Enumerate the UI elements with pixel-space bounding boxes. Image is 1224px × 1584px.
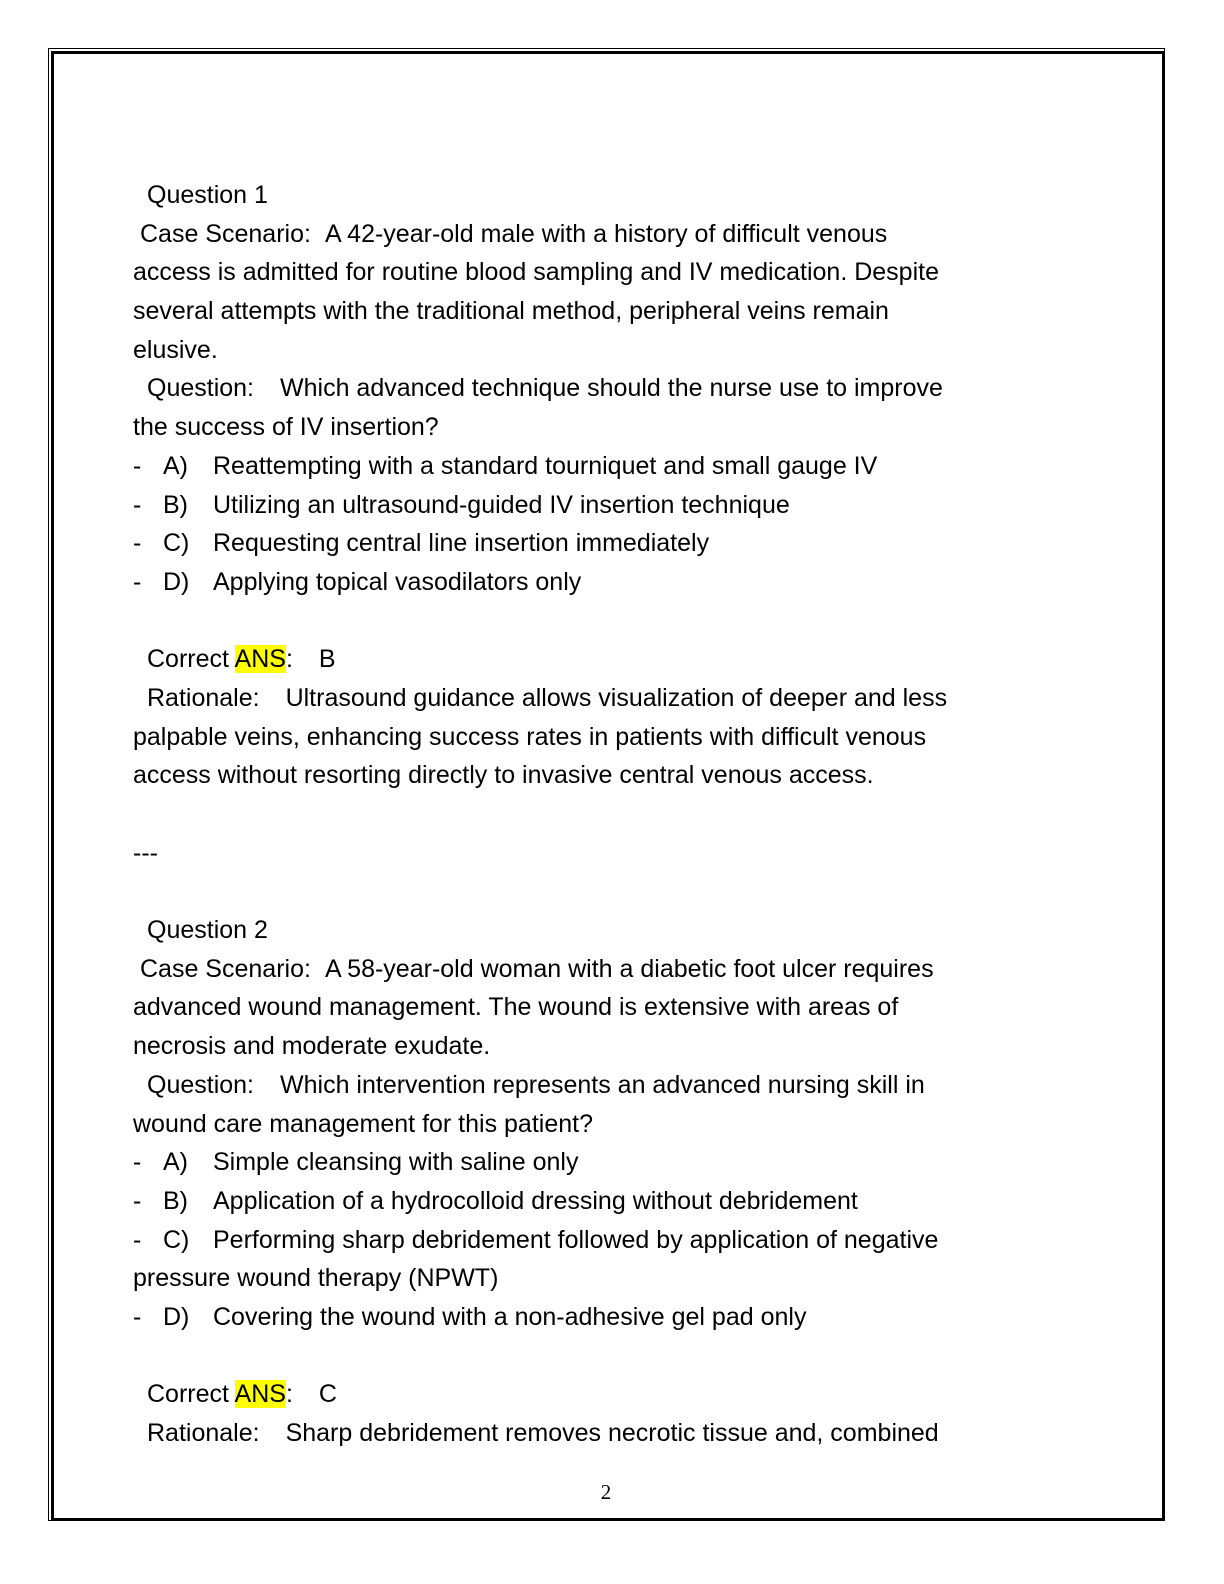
- case-scenario-line: several attempts with the traditional method, peripheral veins remain: [133, 297, 889, 326]
- case-scenario-line: advanced wound management. The wound is extensive with areas of: [133, 993, 899, 1022]
- question-stem-line: the success of IV insertion?: [133, 413, 439, 442]
- option-a: - A) Simple cleansing with saline only: [133, 1148, 579, 1177]
- rationale-line: access without resorting directly to invasive central venous access.: [133, 761, 874, 790]
- option-d: - D) Covering the wound with a non-adhesive gel pad only: [133, 1302, 807, 1331]
- correct-answer: Correct ANS: B: [147, 645, 336, 674]
- question-stem-line: wound care management for this patient?: [133, 1109, 593, 1138]
- option-c-continued: pressure wound therapy (NPWT): [133, 1264, 499, 1293]
- correct-answer: Correct ANS: C: [147, 1380, 337, 1409]
- case-scenario: Case Scenario: A 42-year-old male with a history of difficult venous: [140, 219, 888, 248]
- separator: ---: [133, 838, 158, 867]
- question-stem: Question: Which advanced technique should the nurse use to improve: [147, 374, 943, 403]
- ans-highlight: ANS: [234, 1380, 286, 1409]
- question-title: Question 2: [147, 916, 268, 945]
- case-scenario-line: access is admitted for routine blood sampling and IV medication. Despite: [133, 258, 939, 287]
- case-scenario: Case Scenario: A 58-year-old woman with a diabetic foot ulcer requires: [140, 954, 934, 983]
- question-stem: Question: Which intervention represents an advanced nursing skill in: [147, 1070, 925, 1099]
- question-title: Question 1: [147, 181, 268, 209]
- ans-highlight: ANS: [234, 645, 286, 674]
- document-body: [133, 176, 1093, 1453]
- option-b: - B) Utilizing an ultrasound-guided IV insertion technique: [133, 490, 790, 519]
- option-b: - B) Application of a hydrocolloid dressing without debridement: [133, 1186, 858, 1215]
- option-a: - A) Reattempting with a standard tourniquet and small gauge IV: [133, 451, 878, 480]
- page-number: 2: [600, 1480, 612, 1504]
- case-scenario-line: necrosis and moderate exudate.: [133, 1032, 491, 1061]
- rationale: Rationale: Ultrasound guidance allows visualization of deeper and less: [147, 683, 948, 712]
- option-d: - D) Applying topical vasodilators only: [133, 567, 582, 596]
- rationale-line: palpable veins, enhancing success rates in patients with difficult venous: [133, 722, 927, 751]
- case-scenario-line: elusive.: [133, 335, 218, 364]
- rationale: Rationale: Sharp debridement removes necrotic tissue and, combined: [147, 1419, 939, 1447]
- option-c: - C) Requesting central line insertion immediately: [133, 529, 710, 558]
- option-c: - C) Performing sharp debridement followed by application of negative: [133, 1225, 939, 1254]
